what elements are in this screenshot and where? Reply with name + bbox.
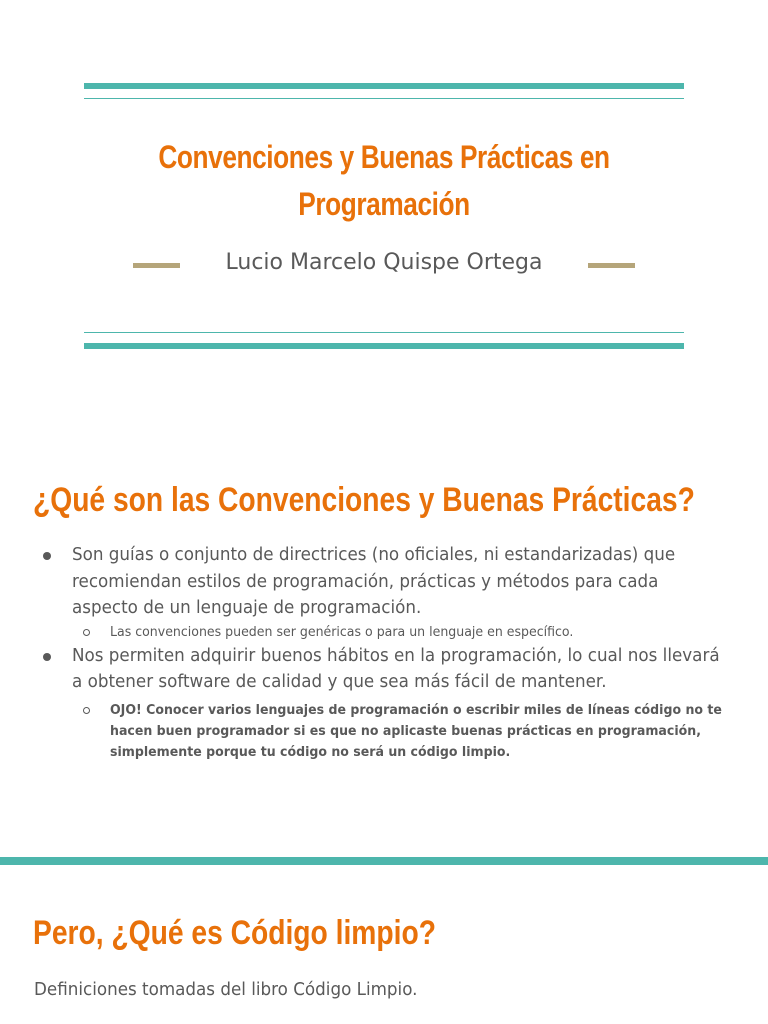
clean-code-slide [0, 865, 768, 1024]
list-item [0, 643, 768, 696]
bullet-list [0, 542, 768, 763]
presentation-title: Convenciones y Buenas Prácticas en Programación [158, 139, 610, 222]
slide-heading: ¿Qué son las Convenciones y Buenas Prácticas? [33, 481, 695, 519]
warning-sub-bullet-text: OJO! Conocer varios lenguajes de programación o escribir miles de líneas código no te hacen buen programador si es que no aplicaste buenas prácticas en programación, simplemente porque tu código no será un código limpio. [110, 701, 722, 760]
slide-divider [0, 857, 768, 865]
title-slide [0, 0, 768, 432]
sub-bullet-text: Las convenciones pueden ser genéricas o para un lenguaje en específico. [110, 623, 574, 640]
bottom-thin-rule [84, 332, 684, 333]
top-thin-rule [84, 98, 684, 99]
conventions-slide [0, 432, 768, 858]
bullet-text: Nos permiten adquirir buenos hábitos en la programación, lo cual nos llevará a obtener software de calidad y que sea más fácil de mantener. [72, 644, 720, 692]
slide-body-text: Definiciones tomadas del libro Código Limpio. [34, 979, 418, 1000]
bullet-circle-icon [83, 707, 90, 714]
right-dash-decoration [588, 263, 635, 268]
bullet-dot-icon [43, 552, 51, 560]
left-dash-decoration [133, 263, 180, 268]
bullet-text: Son guías o conjunto de directrices (no oficiales, ni estandarizadas) que recomiendan estilos de programación, prácticas y métodos para cada aspecto de un lenguaje de programación. [72, 544, 676, 618]
list-item [0, 542, 768, 622]
list-item [0, 622, 768, 643]
list-item [0, 700, 768, 763]
bottom-thick-rule [84, 343, 684, 349]
author-name: Lucio Marcelo Quispe Ortega [225, 250, 543, 275]
bullet-dot-icon [43, 653, 51, 661]
slide-heading: Pero, ¿Qué es Código limpio? [33, 914, 436, 952]
top-thick-rule [84, 83, 684, 89]
bullet-circle-icon [83, 629, 90, 636]
